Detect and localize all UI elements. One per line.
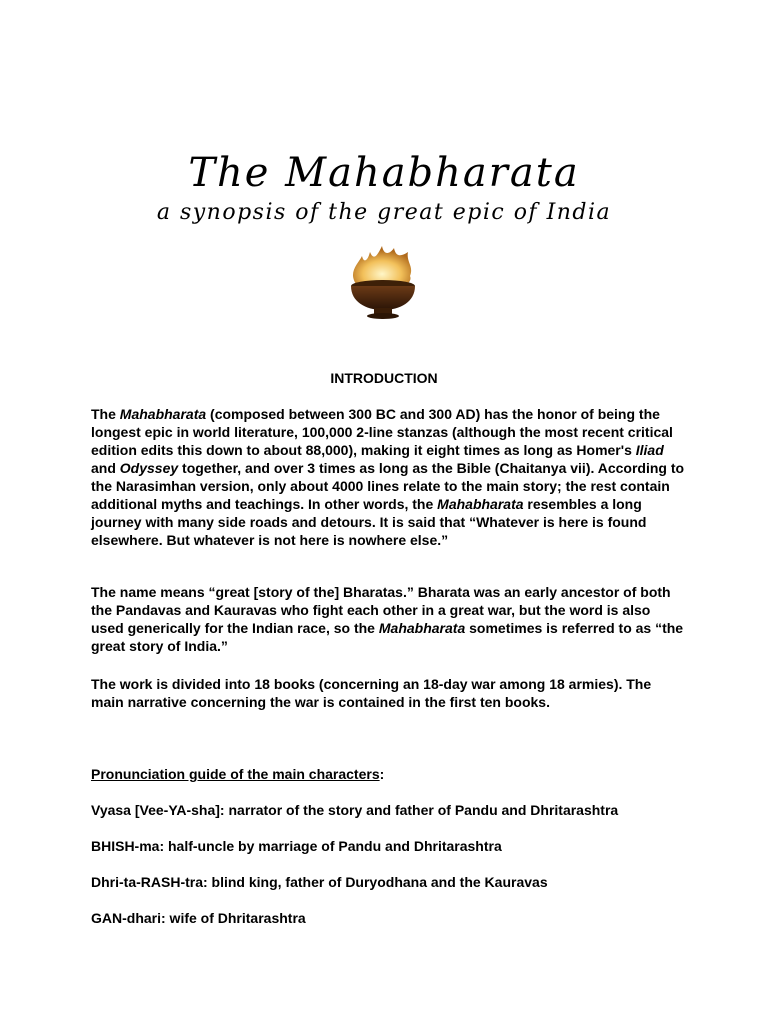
introduction-heading: INTRODUCTION: [330, 370, 438, 386]
title-mahabharata: Mahabharata: [119, 406, 207, 422]
document-title: The Mahabharata: [188, 150, 580, 196]
pronunciation-entry: BHISH-ma: half-uncle by marriage of Pandu and Dhritarashtra: [91, 838, 502, 854]
fire-pot-icon: [338, 244, 428, 320]
pronunciation-entry: Vyasa [Vee-YA-sha]: narrator of the story and father of Pandu and Dhritarashtra: [91, 802, 619, 818]
intro-paragraph: The Mahabharata (composed between 300 BC and 300 AD) has the honor of being the longest epic in world literature, 100,000 2-line stanzas (although the most recent critical edition edits this down to about 88,000), making it eight times as long as Homer's Iliad and Odyssey together, and over 3 times as long as the Bible (Chaitanya vii). According to the Narasimhan version, only about 4000 lines relate to the main story; the rest contain additional myths and teachings. In other words, the Mahabharata resembles a long journey with many side roads and detours. It is said that “Whatever is here is found elsewhere. But whatever is not here is nowhere else.”: [91, 406, 685, 548]
document-subtitle: a synopsis of the great epic of India: [156, 200, 612, 225]
title-odyssey: Odyssey: [119, 460, 179, 476]
title-mahabharata: Mahabharata: [378, 620, 466, 636]
pronunciation-entry: Dhri-ta-RASH-tra: blind king, father of Duryodhana and the Kauravas: [91, 874, 548, 890]
pronunciation-guide: Pronunciation guide of the main characters: Vyasa [Vee-YA-sha]: narrator of the story and father of Pandu and Dhritarashtra BHISH-ma: half-uncle by marriage of Pandu and Dhritarashtra Dhri-ta-RASH-tra: blind king, father of Duryodhana and the Kauravas GAN-dhari: wife of Dhritarashtra: [91, 765, 686, 945]
title-mahabharata: Mahabharata: [437, 496, 524, 512]
title-iliad: Iliad: [635, 442, 664, 458]
pronunciation-guide-title: Pronunciation guide of the main characters: [91, 766, 380, 782]
pronunciation-entry: GAN-dhari: wife of Dhritarashtra: [91, 910, 306, 926]
books-paragraph: The work is divided into 18 books (concerning an 18-day war among 18 armies). The main narrative concerning the war is contained in the first ten books.: [91, 676, 652, 710]
name-paragraph: The name means “great [story of the] Bharatas.” Bharata was an early ancestor of both the Pandavas and Kauravas who fight each other in a great war, but the word is also used generically for the Indian race, so the Mahabharata sometimes is referred to as “the great story of India.”: [91, 584, 684, 654]
